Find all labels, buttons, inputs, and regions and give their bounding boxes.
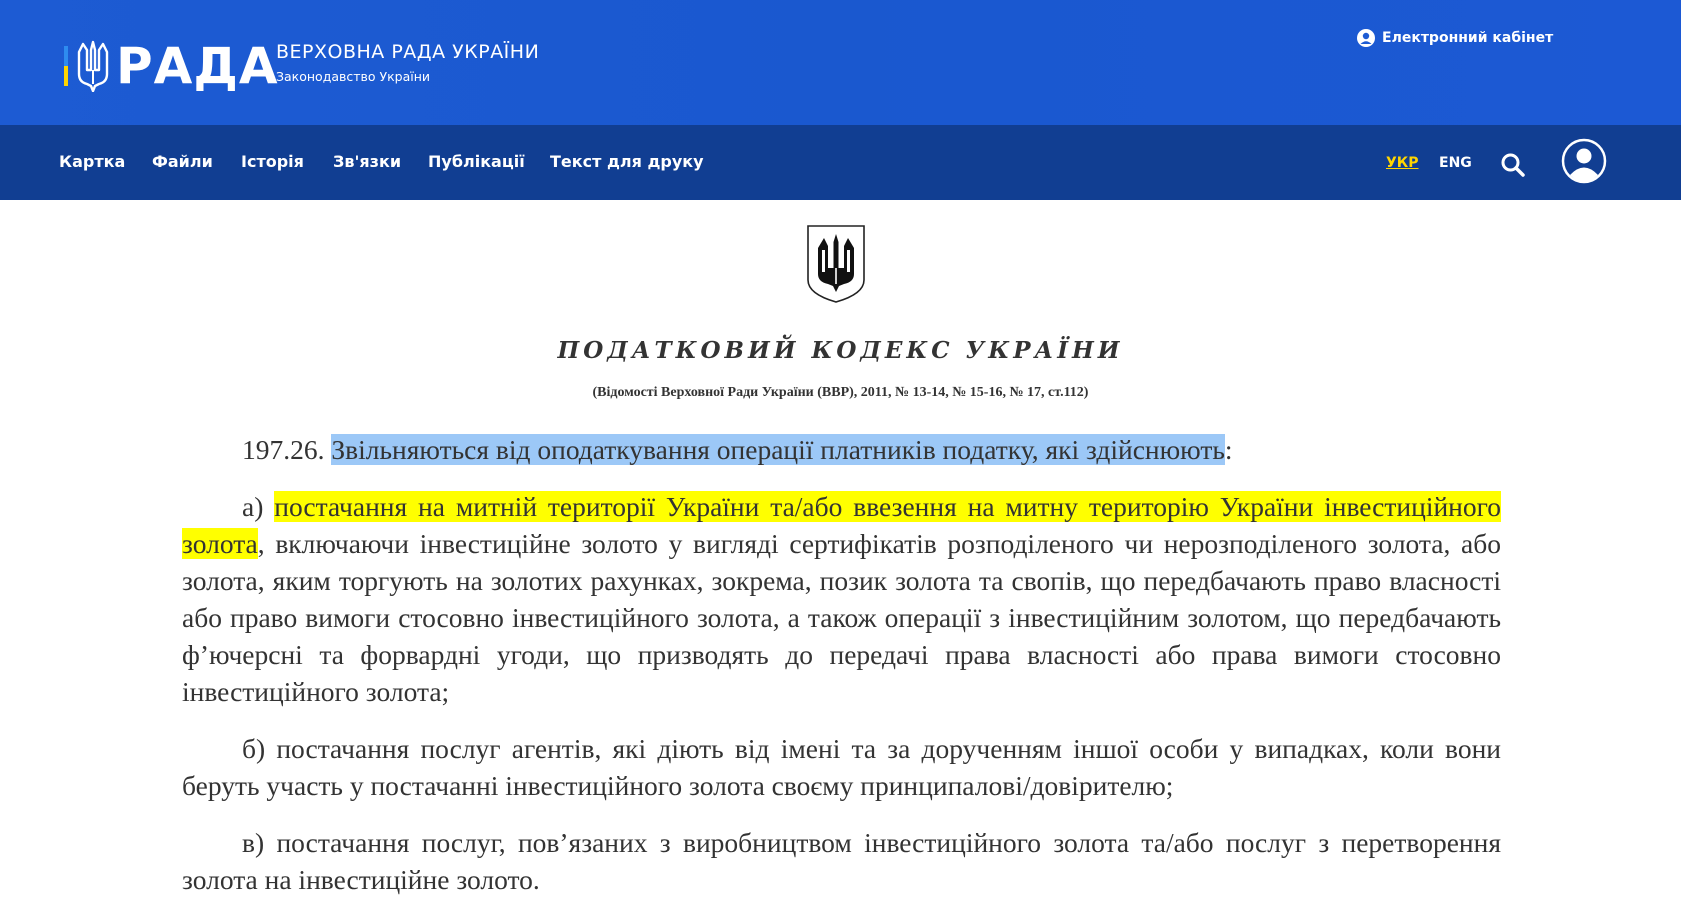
cabinet-label: Електронний кабінет bbox=[1382, 30, 1554, 46]
paragraph-a bbox=[182, 488, 1501, 710]
tab-publications[interactable]: Публікації bbox=[428, 152, 525, 171]
tab-print-text[interactable]: Текст для друку bbox=[550, 152, 704, 171]
highlighted-text: постачання на митній території України та/або ввезення на митну територію України інвестиційного золота bbox=[182, 491, 1501, 559]
search-icon[interactable] bbox=[1500, 152, 1526, 178]
logo-wordmark: РАДА bbox=[116, 37, 279, 95]
cabinet-link[interactable] bbox=[1356, 28, 1553, 48]
site-subtitle[interactable]: Законодавство України bbox=[276, 69, 431, 84]
lang-ukr-link[interactable]: УКР bbox=[1386, 155, 1419, 171]
document-title: ПОДАТКОВИЙ КОДЕКС УКРАЇНИ bbox=[557, 337, 1124, 364]
paragraph-text: : bbox=[1224, 434, 1233, 465]
tab-history[interactable]: Історія bbox=[241, 152, 304, 171]
paragraph-marker: а) bbox=[242, 491, 275, 522]
selected-text: Звільняються від оподаткування операції платників податку, які здійснюють bbox=[331, 434, 1225, 465]
user-circle-icon bbox=[1356, 28, 1376, 48]
site-header bbox=[0, 0, 1681, 125]
flag-stripe bbox=[64, 46, 68, 86]
article-number: 197.26. bbox=[242, 434, 332, 465]
document-body bbox=[182, 431, 1501, 918]
tab-files[interactable]: Файли bbox=[152, 152, 213, 171]
paragraph-b: б) постачання послуг агентів, які діють від імені та за дорученням іншої особи у випадках, коли вони беруть участь у постачанні інвестиційного золота своєму принципалові/довірителю; bbox=[182, 733, 1501, 801]
paragraph-197-26 bbox=[182, 431, 1501, 468]
site-title[interactable]: ВЕРХОВНА РАДА УКРАЇНИ bbox=[276, 41, 540, 63]
tab-links[interactable]: Зв'язки bbox=[333, 152, 402, 171]
paragraph-v: в) постачання послуг, пов’язаних з виробництвом інвестиційного золота та/або послуг з перетворення золота на інвестиційне золото. bbox=[182, 827, 1501, 895]
main-nav bbox=[0, 125, 1681, 200]
lang-eng-link[interactable]: ENG bbox=[1439, 155, 1472, 171]
user-avatar-icon[interactable] bbox=[1561, 138, 1607, 184]
coat-of-arms-icon bbox=[806, 224, 866, 304]
tab-kartka[interactable]: Картка bbox=[59, 152, 126, 171]
document-source: (Відомості Верховної Ради України (ВВР), 2011, № 13-14, № 15-16, № 17, ст.112) bbox=[592, 385, 1089, 400]
paragraph-text: , включаючи інвестиційне золото у вигляді сертифікатів розподіленого чи нерозподіленого золота, або золота, яким торгують на золотих рахунках, зокрема, позик золота та свопів, що передбачають право власності або право вимоги стосовно інвестиційного золота, а також операції з інвестиційним золотом, що передбачають ф’ючерсні та форвардні угоди, що призводять до передачі права власності або права вимоги стосовно інвестиційного золота; bbox=[182, 528, 1501, 707]
trident-icon bbox=[77, 40, 109, 92]
